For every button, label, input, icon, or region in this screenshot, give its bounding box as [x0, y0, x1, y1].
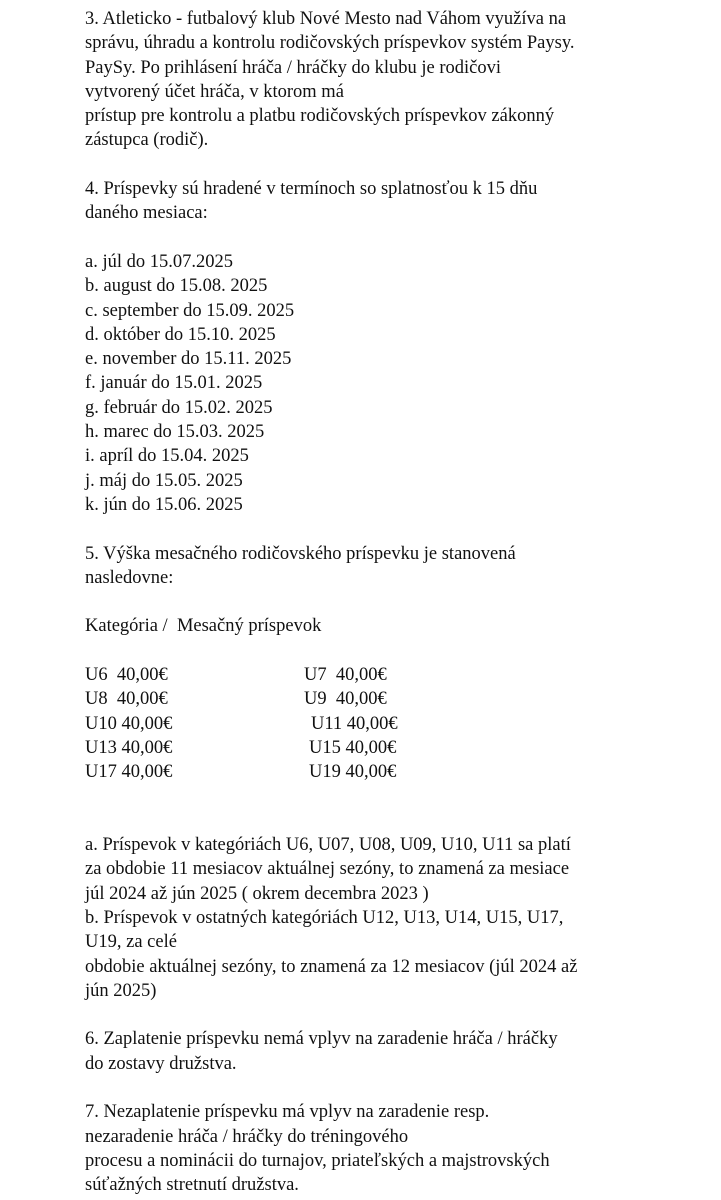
paragraph-line: nasledovne: — [85, 567, 174, 588]
fee-table-row — [85, 736, 685, 760]
paragraph-line: prístup pre kontrolu a platbu rodičovských príspevkov zákonný — [85, 106, 555, 127]
due-date-item: j. máj do 15.05. 2025 — [85, 470, 243, 491]
fee-table-header: Kategória / Mesačný príspevok — [85, 616, 322, 637]
spacer — [85, 153, 685, 177]
paragraph-line: 6. Zaplatenie príspevku nemá vplyv na zaradenie hráča / hráčky — [85, 1029, 558, 1050]
due-date-item: f. január do 15.01. 2025 — [85, 373, 263, 394]
due-date-item: k. jún do 15.06. 2025 — [85, 494, 243, 515]
paragraph-line: 3. Atleticko - futbalový klub Nové Mesto nad Váhom využíva na — [85, 9, 567, 29]
due-date-item: e. november do 15.11. 2025 — [85, 349, 292, 370]
due-date-item: a. júl do 15.07.2025 — [85, 251, 233, 272]
spacer — [85, 590, 685, 614]
paragraph-line: správu, úhradu a kontrolu rodičovských príspevkov systém Paysy. — [85, 33, 575, 54]
due-date-item: h. marec do 15.03. 2025 — [85, 422, 265, 443]
section-6 — [85, 1027, 685, 1076]
fee-cell-right: U15 40,00€ — [309, 737, 397, 758]
paragraph-line: daného mesiaca: — [85, 203, 208, 224]
fee-notes — [85, 833, 685, 1003]
paragraph-line: vytvorený účet hráča, v ktorom má — [85, 81, 344, 102]
fee-table-row — [85, 712, 685, 736]
paragraph-line: 4. Príspevky sú hradené v termínoch so splatnosťou k 15 dňu — [85, 179, 538, 200]
spacer — [85, 517, 685, 541]
fee-table-row — [85, 687, 685, 711]
spacer — [85, 226, 685, 250]
note-line: b. Príspevok v ostatných kategóriách U12, U13, U14, U15, U17, — [85, 907, 564, 928]
due-date-item: d. október do 15.10. 2025 — [85, 324, 276, 345]
note-line: a. Príspevok v kategóriách U6, U07, U08, U09, U10, U11 sa platí — [85, 835, 571, 856]
paragraph-line: procesu a nominácii do turnajov, priateľských a majstrovských — [85, 1150, 550, 1171]
fee-cell-left: U6 40,00€ — [85, 665, 168, 686]
document-body — [85, 7, 685, 1198]
section-3 — [85, 7, 685, 153]
paragraph-line: do zostavy družstva. — [85, 1053, 237, 1074]
fee-cell-left: U13 40,00€ — [85, 737, 173, 758]
note-line: za obdobie 11 mesiacov aktuálnej sezóny, to znamená za mesiace — [85, 859, 570, 880]
paragraph-line: PaySy. Po prihlásení hráča / hráčky do klubu je rodičovi — [85, 57, 501, 78]
fee-cell-right: U9 40,00€ — [304, 689, 387, 710]
note-line: júl 2024 až jún 2025 ( okrem decembra 2023 ) — [85, 883, 429, 904]
paragraph-line: 5. Výška mesačného rodičovského príspevku je stanovená — [85, 543, 516, 564]
fee-cell-left: U8 40,00€ — [85, 689, 168, 710]
fee-cell-right: U19 40,00€ — [309, 762, 397, 783]
fee-table-row — [85, 760, 685, 784]
spacer — [85, 639, 685, 663]
paragraph-line: nezaradenie hráča / hráčky do tréningového — [85, 1126, 409, 1147]
paragraph-line: 7. Nezaplatenie príspevku má vplyv na zaradenie resp. — [85, 1102, 490, 1123]
note-line: U19, za celé — [85, 932, 177, 953]
fee-cell-right: U7 40,00€ — [304, 665, 387, 686]
fee-table-row — [85, 663, 685, 687]
due-date-item: b. august do 15.08. 2025 — [85, 276, 268, 297]
spacer — [85, 785, 685, 834]
due-date-item: c. september do 15.09. 2025 — [85, 300, 295, 321]
due-date-item: i. apríl do 15.04. 2025 — [85, 446, 249, 467]
due-date-item: g. február do 15.02. 2025 — [85, 397, 273, 418]
note-line: obdobie aktuálnej sezóny, to znamená za 12 mesiacov (júl 2024 až — [85, 956, 578, 977]
paragraph-line: zástupca (rodič). — [85, 130, 209, 151]
section-5 — [85, 542, 685, 1004]
spacer — [85, 1076, 685, 1100]
fee-cell-right: U11 40,00€ — [311, 713, 398, 734]
spacer — [85, 1003, 685, 1027]
section-4 — [85, 177, 685, 517]
due-date-list — [85, 250, 685, 517]
fee-cell-left: U17 40,00€ — [85, 762, 173, 783]
fee-cell-left: U10 40,00€ — [85, 713, 173, 734]
paragraph-line: súťažných stretnutí družstva. — [85, 1175, 299, 1196]
note-line: jún 2025) — [85, 980, 157, 1001]
section-7 — [85, 1100, 685, 1197]
fee-table — [85, 663, 685, 784]
